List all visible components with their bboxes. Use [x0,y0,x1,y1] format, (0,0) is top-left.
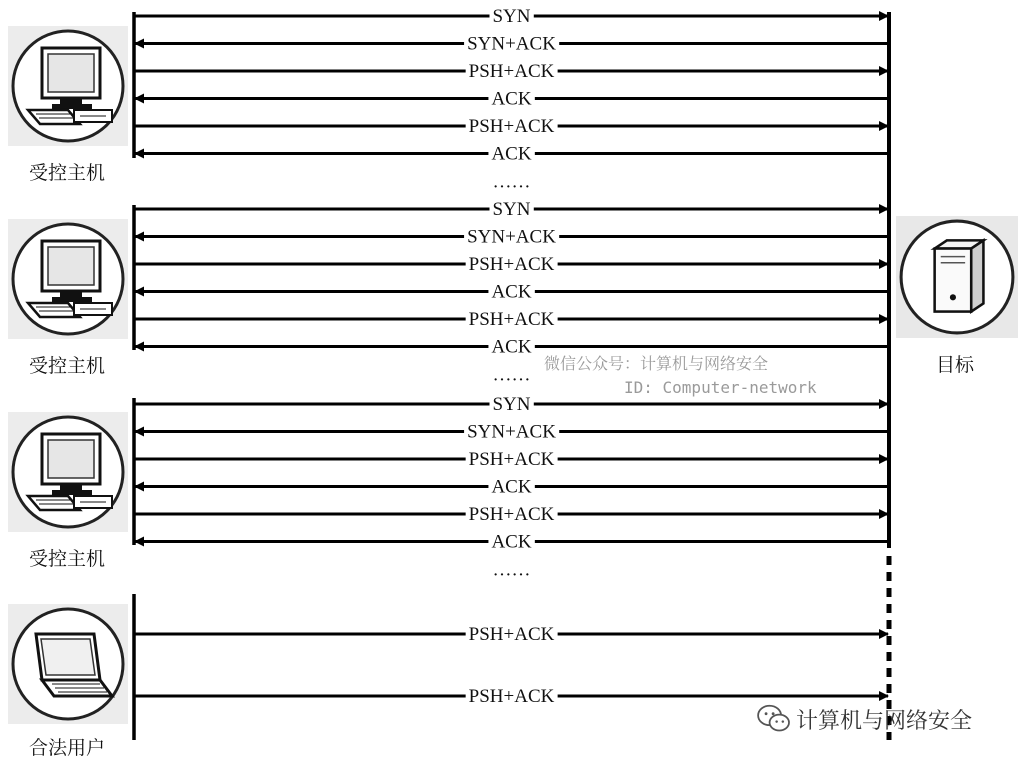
user-message-2 [134,686,888,707]
message-2-3 [134,254,888,275]
message-1-1-label: SYN [492,6,531,27]
message-1-4 [135,89,889,110]
message-1-6-label: ACK [491,143,532,165]
message-1-3 [134,61,888,82]
message-3-1-label: SYN [492,394,531,415]
watermark-line-1: 微信公众号：计算机与网络安全 [544,354,769,373]
ellipsis-1: …… [492,171,531,193]
message-3-2 [135,422,889,443]
message-3-5-label: PSH+ACK [468,504,555,525]
laptop-icon [8,604,128,724]
zombie-host-label-2: 受控主机 [28,355,106,377]
zombie-host-label-3: 受控主机 [28,548,106,570]
message-3-4 [135,477,889,498]
message-3-2-label: SYN+ACK [467,421,556,443]
server-icon [896,216,1018,338]
legit-user-label: 合法用户 [28,737,106,759]
message-3-3-label: PSH+ACK [468,449,555,470]
zombie-host-label-1: 受控主机 [28,162,106,184]
target-label: 目标 [935,354,975,376]
message-1-5-label: PSH+ACK [468,116,555,137]
ellipsis-3: …… [492,559,531,581]
user-message-2-label: PSH+ACK [468,686,555,707]
message-1-5 [134,116,888,137]
message-2-2-label: SYN+ACK [467,226,556,248]
message-1-4-label: ACK [491,88,532,110]
message-2-6-label: ACK [491,336,532,358]
wechat-icon [758,706,789,731]
message-2-4-label: ACK [491,281,532,303]
user-message-1-label: PSH+ACK [468,624,555,645]
watermark-line-2: ID: Computer-network [624,378,817,397]
message-2-3-label: PSH+ACK [468,254,555,275]
brand-label: 计算机与网络安全 [796,709,973,734]
message-3-6-label: ACK [491,531,532,553]
message-3-4-label: ACK [491,476,532,498]
message-arrows [134,6,889,707]
message-1-6 [135,144,889,165]
ellipsis-2: …… [492,364,531,386]
message-2-6 [135,337,889,358]
message-1-2 [135,34,889,55]
desktop-computer-icon [8,219,128,339]
message-2-2 [135,227,889,248]
message-3-5 [134,504,888,525]
message-2-5 [134,309,888,330]
message-1-1 [134,6,888,27]
message-1-2-label: SYN+ACK [467,33,556,55]
desktop-computer-icon [8,412,128,532]
message-2-1 [134,199,888,220]
message-3-6 [135,532,889,553]
message-2-4 [135,282,889,303]
user-message-1 [134,624,888,645]
message-3-3 [134,449,888,470]
message-1-3-label: PSH+ACK [468,61,555,82]
desktop-computer-icon [8,26,128,146]
message-2-1-label: SYN [492,199,531,220]
message-2-5-label: PSH+ACK [468,309,555,330]
message-3-1 [134,394,888,415]
